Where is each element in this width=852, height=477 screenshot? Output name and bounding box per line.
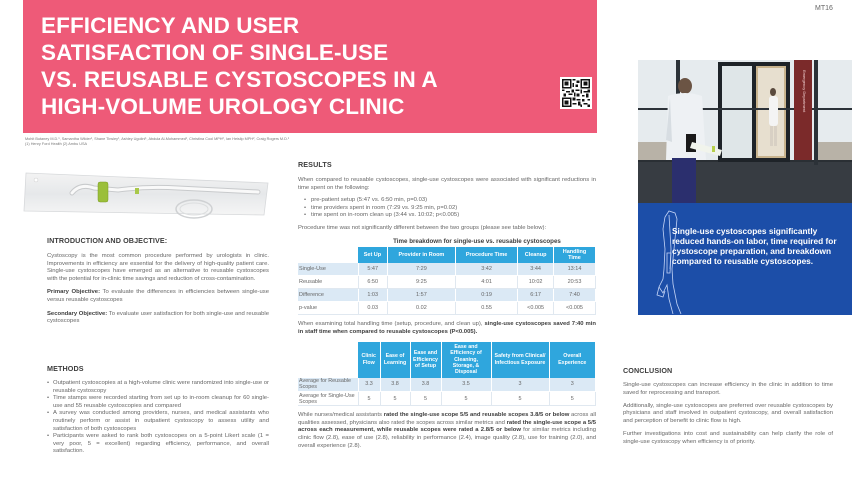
section-heading: INTRODUCTION AND OBJECTIVE:: [47, 236, 168, 245]
table-cell: 1:03: [358, 289, 387, 302]
table-cell: 5:47: [358, 263, 387, 276]
results-list: [304, 197, 596, 220]
table-header-row: [298, 247, 596, 263]
text: across all qualities assessed, physicians also rated the scopes across similar metrics and: [298, 412, 596, 426]
column-header: Handling Time: [554, 247, 596, 263]
table-row: [298, 378, 596, 392]
column-header: Overall Experience: [549, 342, 596, 378]
poster-title: [41, 12, 521, 120]
secondary-objective: [47, 311, 269, 326]
table-cell: 6:50: [358, 276, 387, 289]
label: Secondary Objective:: [47, 310, 108, 317]
procedure-note: Procedure time was not significantly different between the two groups (please see table below):: [298, 224, 547, 231]
row-label: Average for Reusable Scopes: [298, 378, 358, 392]
table-row: [298, 392, 596, 406]
row-label: Reusable: [298, 276, 358, 289]
emphasis: single-use cystoscopes saved 7:40 min in staff time when compared to reusable cystoscopes (P<0.005).: [298, 321, 596, 336]
column-header: Clinic Flow: [358, 342, 380, 378]
list-item: • Time stamps were recorded starting from set up to in-room cleanup for 60 single-use and 55 reusable cystoscopies and compared: [47, 395, 269, 410]
list-item: • A survey was conducted among providers, nurses, and medical assistants who routinely perform or assist in outpatient cystoscopy to assess utility and satisfaction of both cystoscopes: [47, 410, 269, 433]
blank-header: [298, 247, 358, 263]
table-cell: 1:57: [387, 289, 455, 302]
table-cell: 3.8: [380, 378, 410, 392]
text: To evaluate the differences in efficiencies between single-use versus reusable cystoscopes: [47, 289, 269, 303]
column-header: Set Up: [358, 247, 387, 263]
list-item: • time spent on in-room clean up (3:44 vs. 10:02; p<0.005): [304, 212, 596, 220]
methods-list: [47, 380, 269, 456]
results-intro: When compared to reusable cystoscopes, single-use cystoscopes were associated with significant reductions in time spent on the following:: [298, 177, 596, 191]
table-cell: 5: [549, 392, 596, 406]
table-row: [298, 276, 596, 289]
table-cell: <0.005: [518, 302, 554, 315]
table-cell: 3: [549, 378, 596, 392]
introduction-section: [47, 236, 269, 332]
cystoscope-product-image: [22, 163, 270, 228]
table-cell: 0.02: [387, 302, 455, 315]
poster-id: MT16: [815, 5, 833, 12]
column-header: Ease of Learning: [380, 342, 410, 378]
table-cell: 3.3: [358, 378, 380, 392]
table-cell: 0:19: [455, 289, 517, 302]
table-cell: 5: [410, 392, 441, 406]
column-header: Provider in Room: [387, 247, 455, 263]
row-label: Single-Use: [298, 263, 358, 276]
table-cell: 5: [380, 392, 410, 406]
table-header-row: [298, 342, 596, 378]
list-item: • pre-patient setup (5:47 vs. 6:50 min, p=0.03): [304, 197, 596, 205]
table-cell: 5: [358, 392, 380, 406]
intro-paragraph: Cystoscopy is the most common procedure performed by urologists in clinic. Improvements in efficiency are essential for the delivery of high-quality patient care. Single-use cystoscopes have emerged as an alternative to reusable cystoscopes with the potential for in-clinic time savings and reduction of cross-contamination.: [47, 253, 269, 282]
column-header: Cleanup: [518, 247, 554, 263]
section-heading: RESULTS: [298, 160, 332, 169]
list-item: • Participants were asked to rank both cystoscopes on a 5-point Likert scale (1 = very poor, 5 = excellent) regarding efficiency, performance, and overall satisfaction.: [47, 433, 269, 456]
conclusion-section: [623, 366, 833, 452]
results-section: [298, 160, 596, 455]
callout-text: Single-use cystoscopes significantly reduced hands-on labor, time required for cystoscope preparation, and breakdown compared to reusable cystoscopes.: [672, 226, 837, 266]
column-header: Procedure Time: [455, 247, 517, 263]
table-cell: 0.55: [455, 302, 517, 315]
title-line: VS. REUSABLE CYSTOSCOPES IN A: [41, 67, 438, 92]
author-list: Mohit Butaney M.D.¹, Samantha Wilder¹, Shane Tinsley¹, Ashley Ugolini¹, Abdula Al-Mohammed¹, Christina Cool MPH², Ian Heislip MPH², Craig Rogers M.D.¹: [25, 137, 290, 141]
blank-header: [298, 342, 358, 378]
conclusion-paragraph: Single-use cystoscopes can increase efficiency in the clinic in addition to time saved for reprocessing and transport.: [623, 382, 833, 396]
text: To evaluate user satisfaction for both single-use and reusable cystoscopes: [47, 310, 269, 325]
table-cell: 5: [491, 392, 549, 406]
table-cell: 13:14: [554, 263, 596, 276]
table-cell: 10:02: [518, 276, 554, 289]
text: When examining total handling time (setup, procedure, and clean up),: [298, 321, 485, 328]
table-row: [298, 302, 596, 315]
row-label: Difference: [298, 289, 358, 302]
conclusion-paragraph: Further investigations into cost and sustainability can help clarify the role of single-use cystoscopy when efficiency is of priority.: [623, 430, 833, 445]
title-banner: [23, 0, 597, 133]
table-cell: 6:17: [518, 289, 554, 302]
text: for similar metrics including clinic flow (2.8), ease of use (2.8), reliability in performance (2.4), image quality (2.8), use for training (2.0), and overall experience (2.8).: [298, 427, 596, 449]
title-line: SATISFACTION OF SINGLE-USE: [41, 40, 389, 65]
authors-block: [25, 137, 289, 147]
primary-objective: [47, 289, 269, 304]
affiliations: (1) Henry Ford Health (2) Ambu USA: [25, 142, 88, 146]
qr-code-icon: [562, 79, 590, 107]
emphasis: rated the single-use scope 5/5 and reusable scopes 3.8/5 or below: [383, 412, 570, 419]
table-cell: 3:42: [455, 263, 517, 276]
table-row: [298, 289, 596, 302]
table-caption: Time breakdown for single-use vs. reusable cystoscopes: [393, 237, 561, 245]
table-cell: 7:40: [554, 289, 596, 302]
sign-text: Emergency Department: [802, 70, 807, 113]
section-heading: CONCLUSION: [623, 366, 673, 375]
table-row: [298, 263, 596, 276]
key-finding-callout: [638, 203, 852, 315]
section-heading: METHODS: [47, 364, 84, 373]
label: Primary Objective:: [47, 289, 101, 296]
table-cell: 7:29: [387, 263, 455, 276]
table-cell: 9:25: [387, 276, 455, 289]
table-cell: 3.8: [410, 378, 441, 392]
title-line: HIGH-VOLUME UROLOGY CLINIC: [41, 94, 405, 119]
satisfaction-table: [298, 342, 596, 407]
handling-time-summary: [298, 321, 596, 336]
emphasis: rated the single-use scope a 5/5 across each measurement, while reusable scopes were rated a 2.8/5 or below: [298, 419, 596, 434]
column-header: Ease and Efficiency of Cleaning, Storage, & Disposal: [441, 342, 491, 378]
table-cell: 3.5: [441, 378, 491, 392]
table-cell: 20:53: [554, 276, 596, 289]
column-header: Ease and Efficiency of Setup: [410, 342, 441, 378]
title-line: EFFICIENCY AND USER: [41, 13, 300, 38]
time-breakdown-table: [298, 247, 596, 316]
methods-section: [47, 364, 269, 456]
table-cell: 4:01: [455, 276, 517, 289]
table-cell: 3: [491, 378, 549, 392]
row-label: p-value: [298, 302, 358, 315]
text: While nurses/medical assistants: [298, 412, 384, 419]
table-cell: 0.03: [358, 302, 387, 315]
table-cell: <0.005: [554, 302, 596, 315]
rating-summary: [298, 412, 596, 450]
hospital-corridor-photo: [638, 60, 852, 203]
qr-code[interactable]: [560, 77, 592, 109]
row-label: Average for Single-Use Scopes: [298, 392, 358, 406]
table-cell: 3:44: [518, 263, 554, 276]
list-item: • time providers spent in room (7:29 vs. 9:25 min, p=0.02): [304, 205, 596, 213]
conclusion-paragraph: Additionally, single-use cystoscopes are preferred over reusable cystoscopes by physicians and staff involved in outpatient cystoscopy, and overall satisfaction and perception of benefit to clinic flow is high.: [623, 402, 833, 424]
table-cell: 5: [441, 392, 491, 406]
list-item: • Outpatient cystoscopies at a high-volume clinic were randomized into single-use or reusable cystoscopy: [47, 380, 269, 395]
column-header: Safety from Clinical/ Infectious Exposure: [491, 342, 549, 378]
